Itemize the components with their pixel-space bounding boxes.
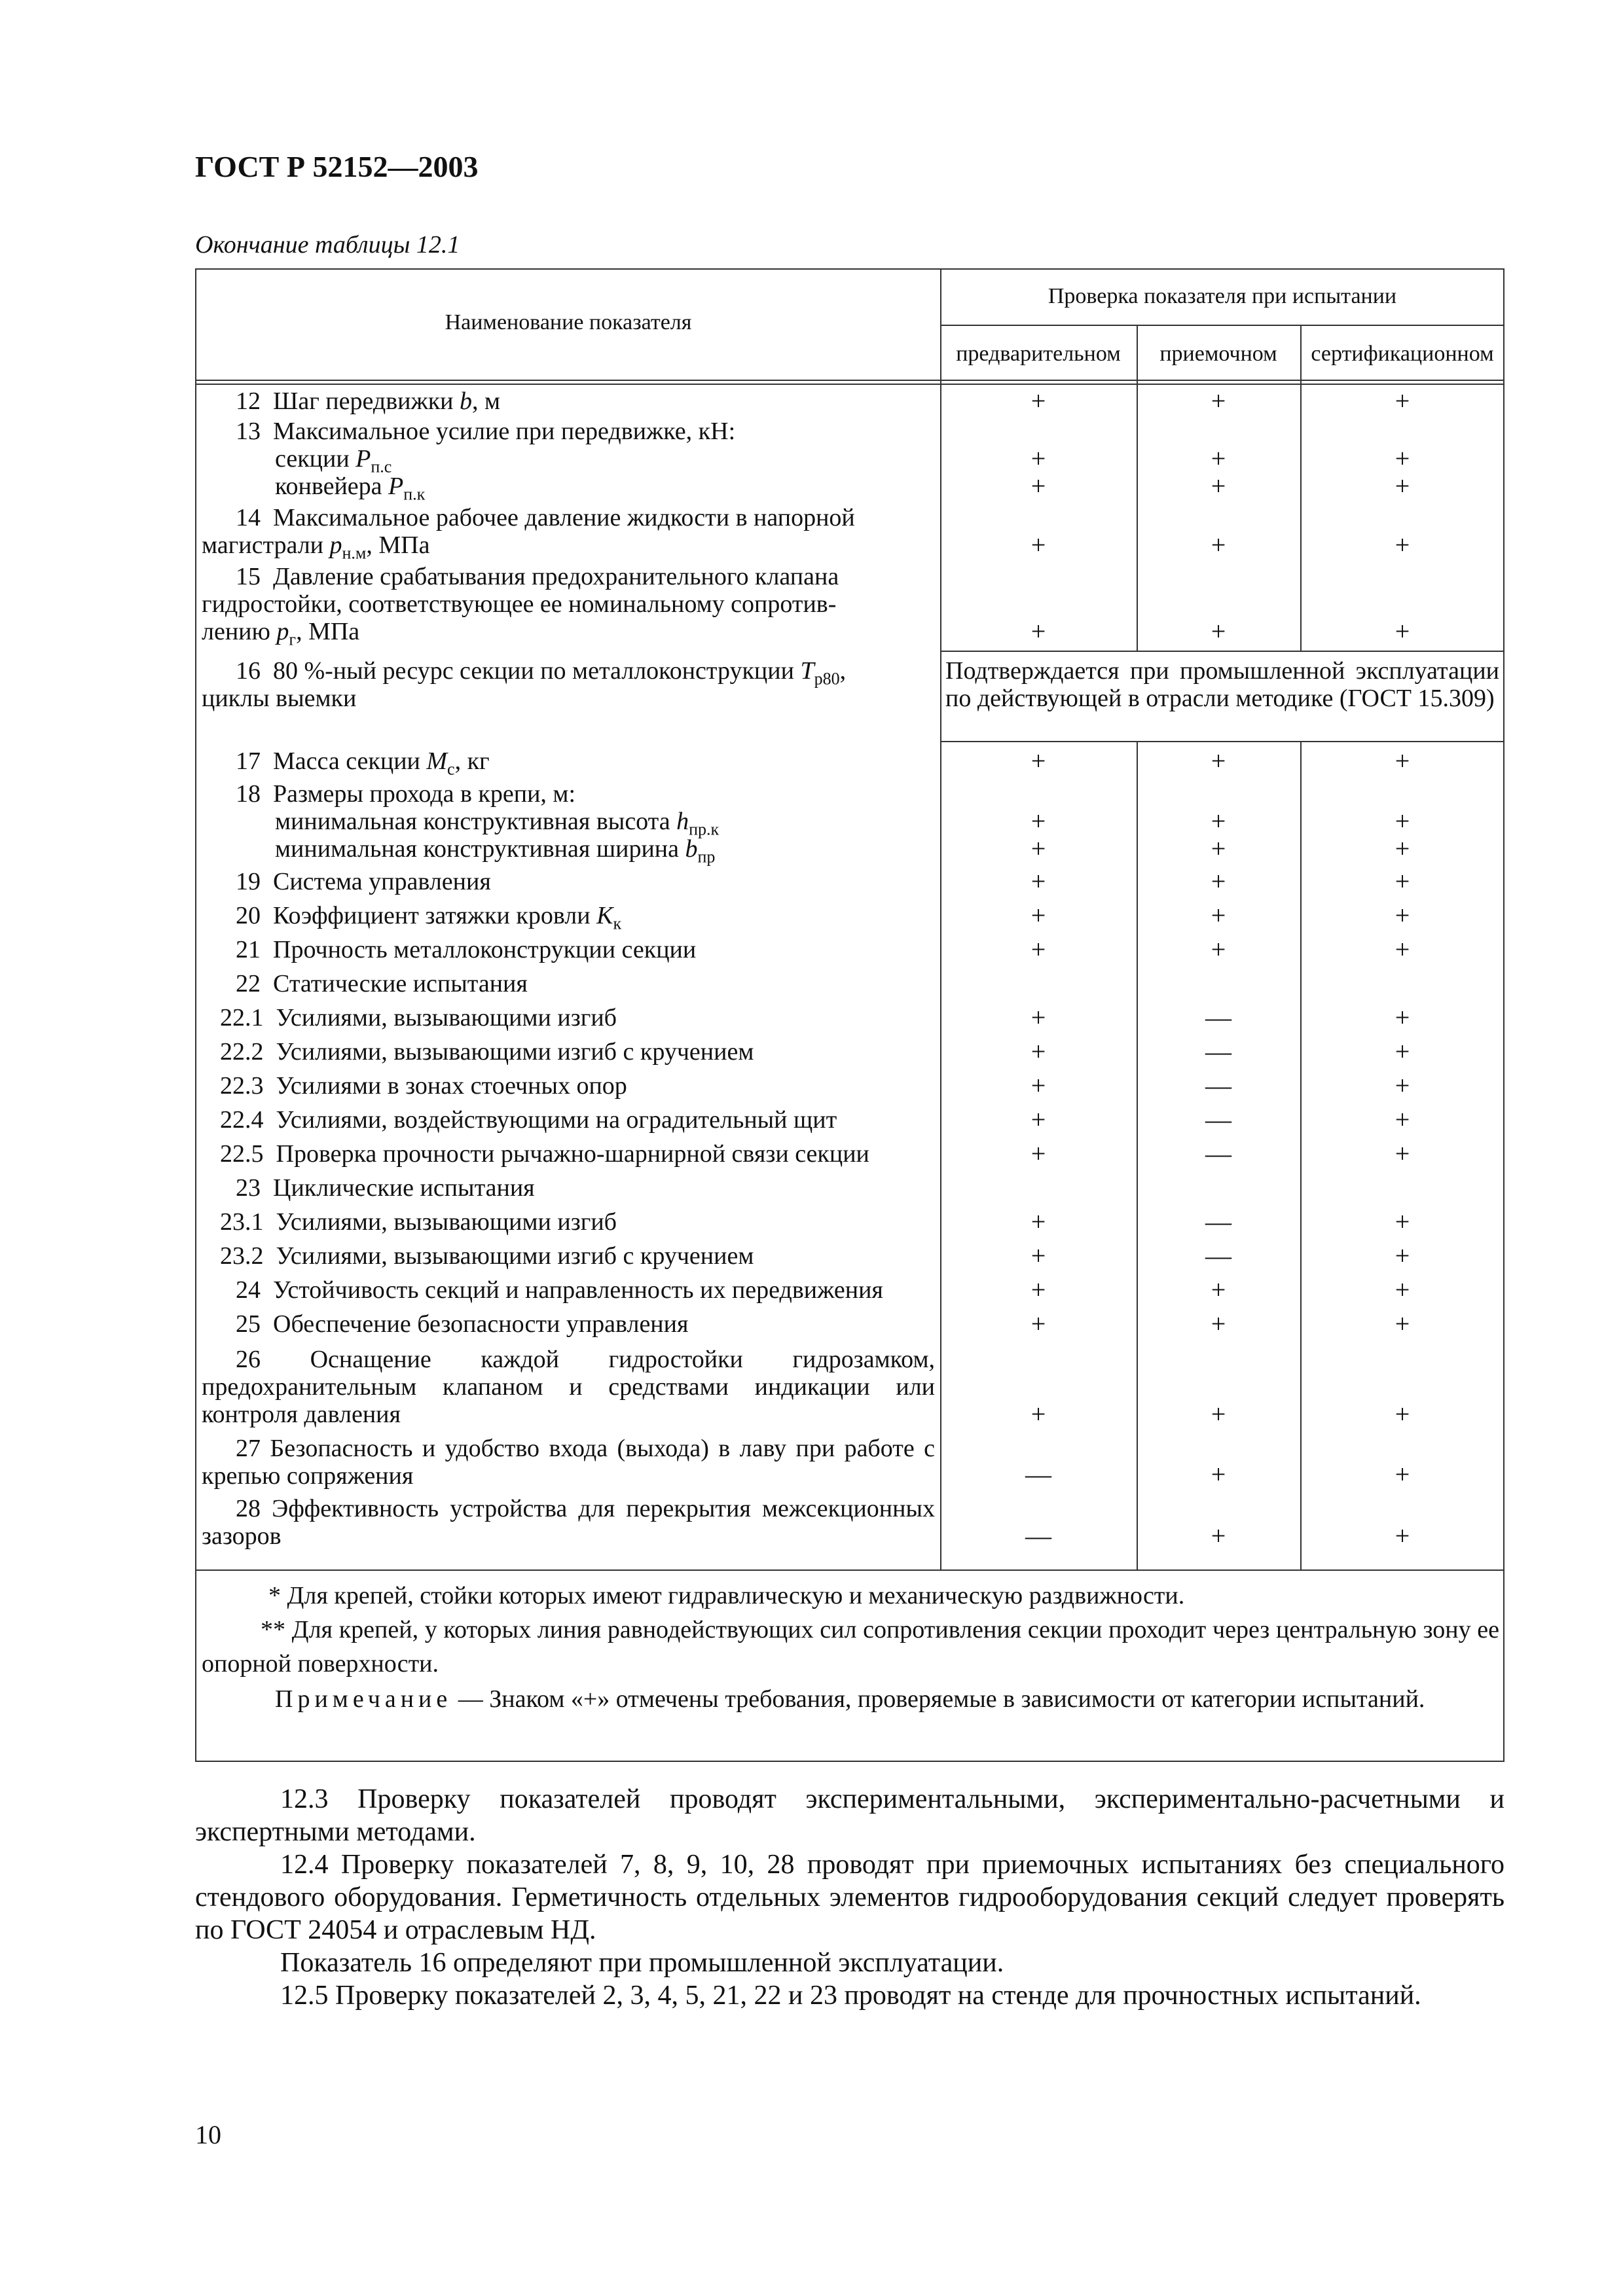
row-19: 19 Система управления bbox=[236, 868, 491, 895]
col-header-acceptance: приемочном bbox=[1159, 342, 1277, 366]
paragraph-12-5: 12.5 Проверку показателей 2, 3, 4, 5, 21, 22 и 23 проводят на стенде для прочностных испытаний. bbox=[280, 1981, 1421, 2011]
plus-mark: + bbox=[1395, 471, 1410, 501]
col-header-name: Наименование показателя bbox=[445, 310, 692, 334]
footnote-1: * Для крепей, стойки которых имеют гидравлическую и механическую раздвижности. bbox=[268, 1582, 1185, 1609]
plus-mark: + bbox=[1211, 617, 1226, 646]
plus-mark: + bbox=[1395, 935, 1410, 964]
row-22: 22 Статические испытания bbox=[236, 970, 528, 997]
plus-mark: + bbox=[1030, 1003, 1046, 1032]
plus-mark: + bbox=[1030, 867, 1046, 896]
dash-mark: — bbox=[1205, 1139, 1231, 1168]
plus-mark: + bbox=[1030, 1037, 1046, 1066]
row-27-num: 27 bbox=[236, 1435, 261, 1462]
plus-mark: + bbox=[1030, 386, 1046, 416]
data-table bbox=[195, 268, 1504, 1762]
header-bottom-line bbox=[196, 380, 1504, 381]
col-divider bbox=[940, 270, 941, 1570]
plus-mark: + bbox=[1030, 806, 1046, 836]
plus-mark: + bbox=[1395, 1309, 1410, 1338]
dash-mark: — bbox=[1025, 1460, 1051, 1489]
row-13-section: секции $P_{п.с}$ bbox=[275, 445, 392, 476]
row-16: 16 80 %-ный ресурс секции по металлоконструкции $T_{р80}$, bbox=[236, 657, 847, 689]
plus-mark: + bbox=[1395, 1241, 1410, 1270]
paragraph-indicator-16: Показатель 16 определяют при промышленной эксплуатации. bbox=[280, 1948, 1004, 1978]
row-15: 15 Давление срабатывания предохранительного клапана bbox=[236, 563, 839, 590]
header-bottom-line bbox=[196, 384, 1504, 385]
row-18: 18 Размеры прохода в крепи, м: bbox=[236, 780, 576, 808]
plus-mark: + bbox=[1030, 1071, 1046, 1100]
row-23: 23 Циклические испытания bbox=[236, 1174, 535, 1202]
plus-mark: + bbox=[1211, 1399, 1226, 1429]
col-divider bbox=[1300, 741, 1302, 1570]
row-21: 21 Прочность металлоконструкции секции bbox=[236, 936, 697, 963]
row-26: 26 bbox=[236, 1346, 261, 1373]
header-divider bbox=[940, 325, 1504, 326]
dash-mark: — bbox=[1205, 1241, 1231, 1270]
row-22-5: 22.5 Проверка прочности рычажно-шарнирной связи секции bbox=[220, 1140, 869, 1168]
row-22-4: 22.4 Усилиями, воздействующими на оградительный щит bbox=[220, 1106, 837, 1134]
plus-mark: + bbox=[1211, 834, 1226, 863]
row-18-height: минимальная конструктивная высота $h_{пр.к}$ bbox=[275, 808, 720, 839]
plus-mark: + bbox=[1030, 901, 1046, 930]
plus-mark: + bbox=[1030, 1105, 1046, 1134]
plus-mark: + bbox=[1395, 1003, 1410, 1032]
row-13: 13 Максимальное усилие при передвижке, кН: bbox=[236, 418, 736, 445]
plus-mark: + bbox=[1211, 1460, 1226, 1489]
row-22-3: 22.3 Усилиями в зонах стоечных опор bbox=[220, 1072, 627, 1100]
row-14-cont: магистрали $p_{н.м}$, МПа bbox=[202, 531, 430, 563]
col-divider bbox=[1300, 326, 1302, 651]
plus-mark: + bbox=[1030, 1139, 1046, 1168]
row-20: 20 Коэффициент затяжки кровли $K_к$ bbox=[236, 902, 622, 933]
plus-mark: + bbox=[1030, 935, 1046, 964]
plus-mark: + bbox=[1395, 901, 1410, 930]
plus-mark: + bbox=[1211, 471, 1226, 501]
plus-mark: + bbox=[1030, 746, 1046, 776]
row-27-text: Безопасность и удобство входа (выхода) в лаву при работе с крепью сопряжения bbox=[202, 1435, 936, 1490]
plus-mark: + bbox=[1211, 1521, 1226, 1551]
dash-mark: — bbox=[1205, 1037, 1231, 1066]
plus-mark: + bbox=[1030, 834, 1046, 863]
plus-mark: + bbox=[1395, 444, 1410, 473]
row-13-conveyor: конвейера $P_{п.к}$ bbox=[275, 473, 426, 504]
plus-mark: + bbox=[1211, 530, 1226, 560]
footnote-2: ** Для крепей, у которых линия равнодействующих сил сопротивления секции проходит через центральную зону ее опорной поверхности. bbox=[202, 1616, 1499, 1677]
notes-divider bbox=[196, 1570, 1504, 1571]
plus-mark: + bbox=[1030, 1207, 1046, 1236]
plus-mark: + bbox=[1395, 617, 1410, 646]
plus-mark: + bbox=[1211, 1309, 1226, 1338]
table-note: Примечание — Знаком «+» отмечены требования, проверяемые в зависимости от категории испытаний. bbox=[275, 1685, 1425, 1713]
plus-mark: + bbox=[1211, 867, 1226, 896]
plus-mark: + bbox=[1395, 1071, 1410, 1100]
row-24: 24 Устойчивость секций и направленность их передвижения bbox=[236, 1276, 883, 1304]
dash-mark: — bbox=[1205, 1003, 1231, 1032]
merged-cell-top bbox=[940, 651, 1504, 652]
plus-mark: + bbox=[1211, 1275, 1226, 1304]
plus-mark: + bbox=[1030, 1399, 1046, 1429]
row-16-cont: циклы выемки bbox=[202, 685, 357, 712]
row-28-text: Эффективность устройства для перекрытия межсекционных зазоров bbox=[202, 1495, 935, 1550]
plus-mark: + bbox=[1030, 1309, 1046, 1338]
plus-mark: + bbox=[1211, 444, 1226, 473]
plus-mark: + bbox=[1395, 1399, 1410, 1429]
page-number: 10 bbox=[195, 2120, 221, 2149]
plus-mark: + bbox=[1395, 1207, 1410, 1236]
plus-mark: + bbox=[1211, 935, 1226, 964]
plus-mark: + bbox=[1211, 386, 1226, 416]
plus-mark: + bbox=[1030, 1241, 1046, 1270]
row-23-2: 23.2 Усилиями, вызывающими изгиб с кручением bbox=[220, 1242, 754, 1270]
dash-mark: — bbox=[1205, 1105, 1231, 1134]
row-23-1: 23.1 Усилиями, вызывающими изгиб bbox=[220, 1208, 617, 1236]
row-25: 25 Обеспечение безопасности управления bbox=[236, 1310, 689, 1338]
plus-mark: + bbox=[1395, 1275, 1410, 1304]
plus-mark: + bbox=[1395, 834, 1410, 863]
col-header-preliminary: предварительном bbox=[956, 342, 1121, 366]
dash-mark: — bbox=[1025, 1521, 1051, 1551]
col-divider bbox=[1137, 741, 1138, 1570]
plus-mark: + bbox=[1211, 746, 1226, 776]
paragraph-12-4: 12.4 Проверку показателей 7, 8, 9, 10, 28 проводят при приемочных испытаниях без специального стендового оборудования. Герметичность отдельных элементов гидрооборудования секций следует проверять по ГОСТ 24054 и отраслевым НД. bbox=[195, 1850, 1504, 1945]
plus-mark: + bbox=[1395, 1139, 1410, 1168]
plus-mark: + bbox=[1395, 746, 1410, 776]
plus-mark: + bbox=[1030, 617, 1046, 646]
row-17: 17 Масса секции $M_c$, кг bbox=[236, 747, 490, 779]
col-header-group: Проверка показателя при испытании bbox=[1048, 284, 1397, 308]
plus-mark: + bbox=[1030, 471, 1046, 501]
plus-mark: + bbox=[1395, 1105, 1410, 1134]
plus-mark: + bbox=[1211, 806, 1226, 836]
row-18-width: минимальная конструктивная ширина $b_{пр}$ bbox=[275, 835, 716, 867]
plus-mark: + bbox=[1030, 444, 1046, 473]
row-22-2: 22.2 Усилиями, вызывающими изгиб с кручением bbox=[220, 1038, 754, 1066]
row-22-1: 22.1 Усилиями, вызывающими изгиб bbox=[220, 1004, 617, 1031]
row-14: 14 Максимальное рабочее давление жидкости в напорной bbox=[236, 504, 855, 531]
plus-mark: + bbox=[1395, 530, 1410, 560]
col-divider bbox=[1137, 326, 1138, 651]
col-header-certification: сертификационном bbox=[1311, 342, 1494, 366]
paragraph-12-3: 12.3 Проверку показателей проводят экспериментальными, экспериментально-расчетными и экспертными методами. bbox=[195, 1784, 1504, 1847]
plus-mark: + bbox=[1395, 806, 1410, 836]
plus-mark: + bbox=[1211, 901, 1226, 930]
plus-mark: + bbox=[1395, 386, 1410, 416]
plus-mark: + bbox=[1030, 530, 1046, 560]
dash-mark: — bbox=[1205, 1207, 1231, 1236]
document-title: ГОСТ Р 52152—2003 bbox=[195, 150, 479, 183]
row-26-text: Оснащение каждой гидростойки гидрозамком, предохранительным клапаном и средствами индикации или контроля давления bbox=[202, 1346, 935, 1428]
merged-cell-bottom bbox=[940, 741, 1504, 742]
plus-mark: + bbox=[1030, 1275, 1046, 1304]
row-28-num: 28 bbox=[236, 1495, 261, 1522]
row-12: 12 Шаг передвижки b, м bbox=[236, 387, 501, 415]
row-15-cont: гидростойки, соответствующее ее номинальному сопротив- bbox=[202, 590, 837, 618]
dash-mark: — bbox=[1205, 1071, 1231, 1100]
row-16-merged-note: Подтверждается при промышленной эксплуатации по действующей в отрасли методике (ГОСТ 15.309) bbox=[945, 657, 1499, 712]
plus-mark: + bbox=[1395, 1037, 1410, 1066]
row-15-cont: лению $p_г$, МПа bbox=[202, 618, 360, 649]
plus-mark: + bbox=[1395, 867, 1410, 896]
plus-mark: + bbox=[1395, 1460, 1410, 1489]
plus-mark: + bbox=[1395, 1521, 1410, 1551]
table-caption: Окончание таблицы 12.1 bbox=[195, 231, 460, 259]
